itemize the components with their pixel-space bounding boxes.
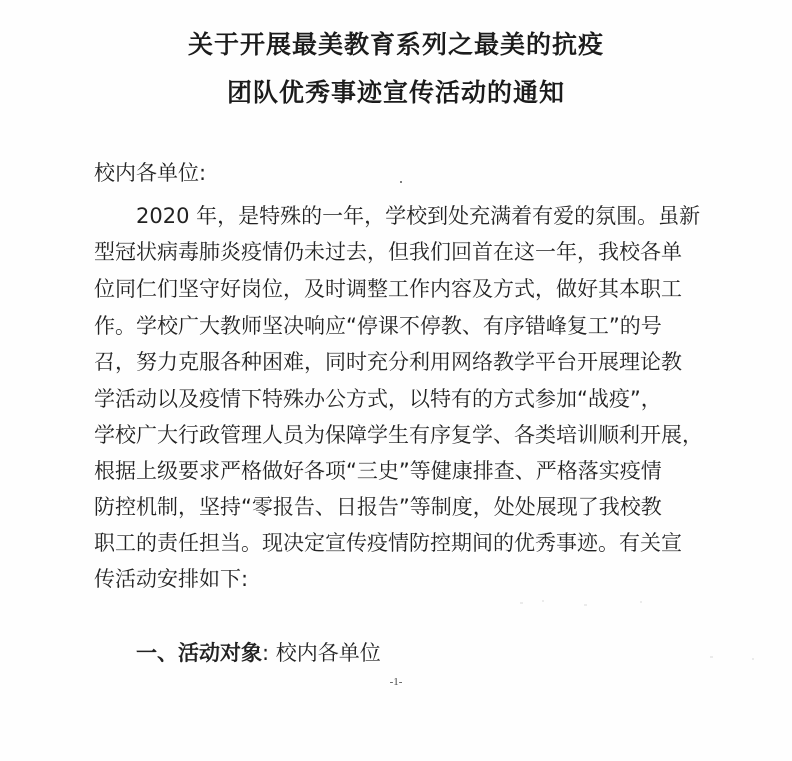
- body-line-2: 型冠状病毒肺炎疫情仍未过去，但我们回首在这一年，我校各单: [94, 240, 682, 264]
- body-line-6: 学活动以及疫情下特殊办公方式，以特有的方式参加“战疫”，: [94, 387, 662, 411]
- body-line-5: 召，努力克服各种困难，同时充分利用网络教学平台开展理论教: [94, 350, 682, 374]
- body-line-4: 作。学校广大教师坚决响应“停课不停教、有序错峰复工”的号: [94, 314, 662, 338]
- document-title-line-1: 关于开展最美教育系列之最美的抗疫: [187, 30, 604, 59]
- body-line-9: 防控机制，坚持“零报告、日报告”等制度，处处展现了我校教: [94, 495, 662, 519]
- section-1-heading: [136, 640, 381, 666]
- salutation: 校内各单位:: [94, 161, 207, 185]
- document-title-line-2: 团队优秀事迹宣传活动的通知: [226, 78, 565, 107]
- scan-noise-mark: [520, 596, 780, 676]
- scan-speck: [400, 181, 402, 183]
- body-line-8: 根据上级要求严格做好各项“三史”等健康排查、严格落实疫情: [94, 459, 662, 483]
- page-number: -1-: [389, 676, 403, 688]
- body-line-10: 职工的责任担当。现决定宣传疫情防控期间的优秀事迹。有关宣: [94, 531, 682, 555]
- section-1-label: 一、活动对象: [136, 641, 262, 665]
- body-line-7: 学校广大行政管理人员为保障学生有序复学、各类培训顺利开展，: [94, 423, 703, 447]
- section-1-text: : 校内各单位: [262, 641, 381, 665]
- body-line-11: 传活动安排如下:: [94, 567, 249, 591]
- body-line-1: 2020 年，是特殊的一年，学校到处充满着有爱的氛围。虽新: [136, 204, 701, 228]
- body-line-3: 位同仁们坚守好岗位，及时调整工作内容及方式，做好其本职工: [94, 277, 682, 301]
